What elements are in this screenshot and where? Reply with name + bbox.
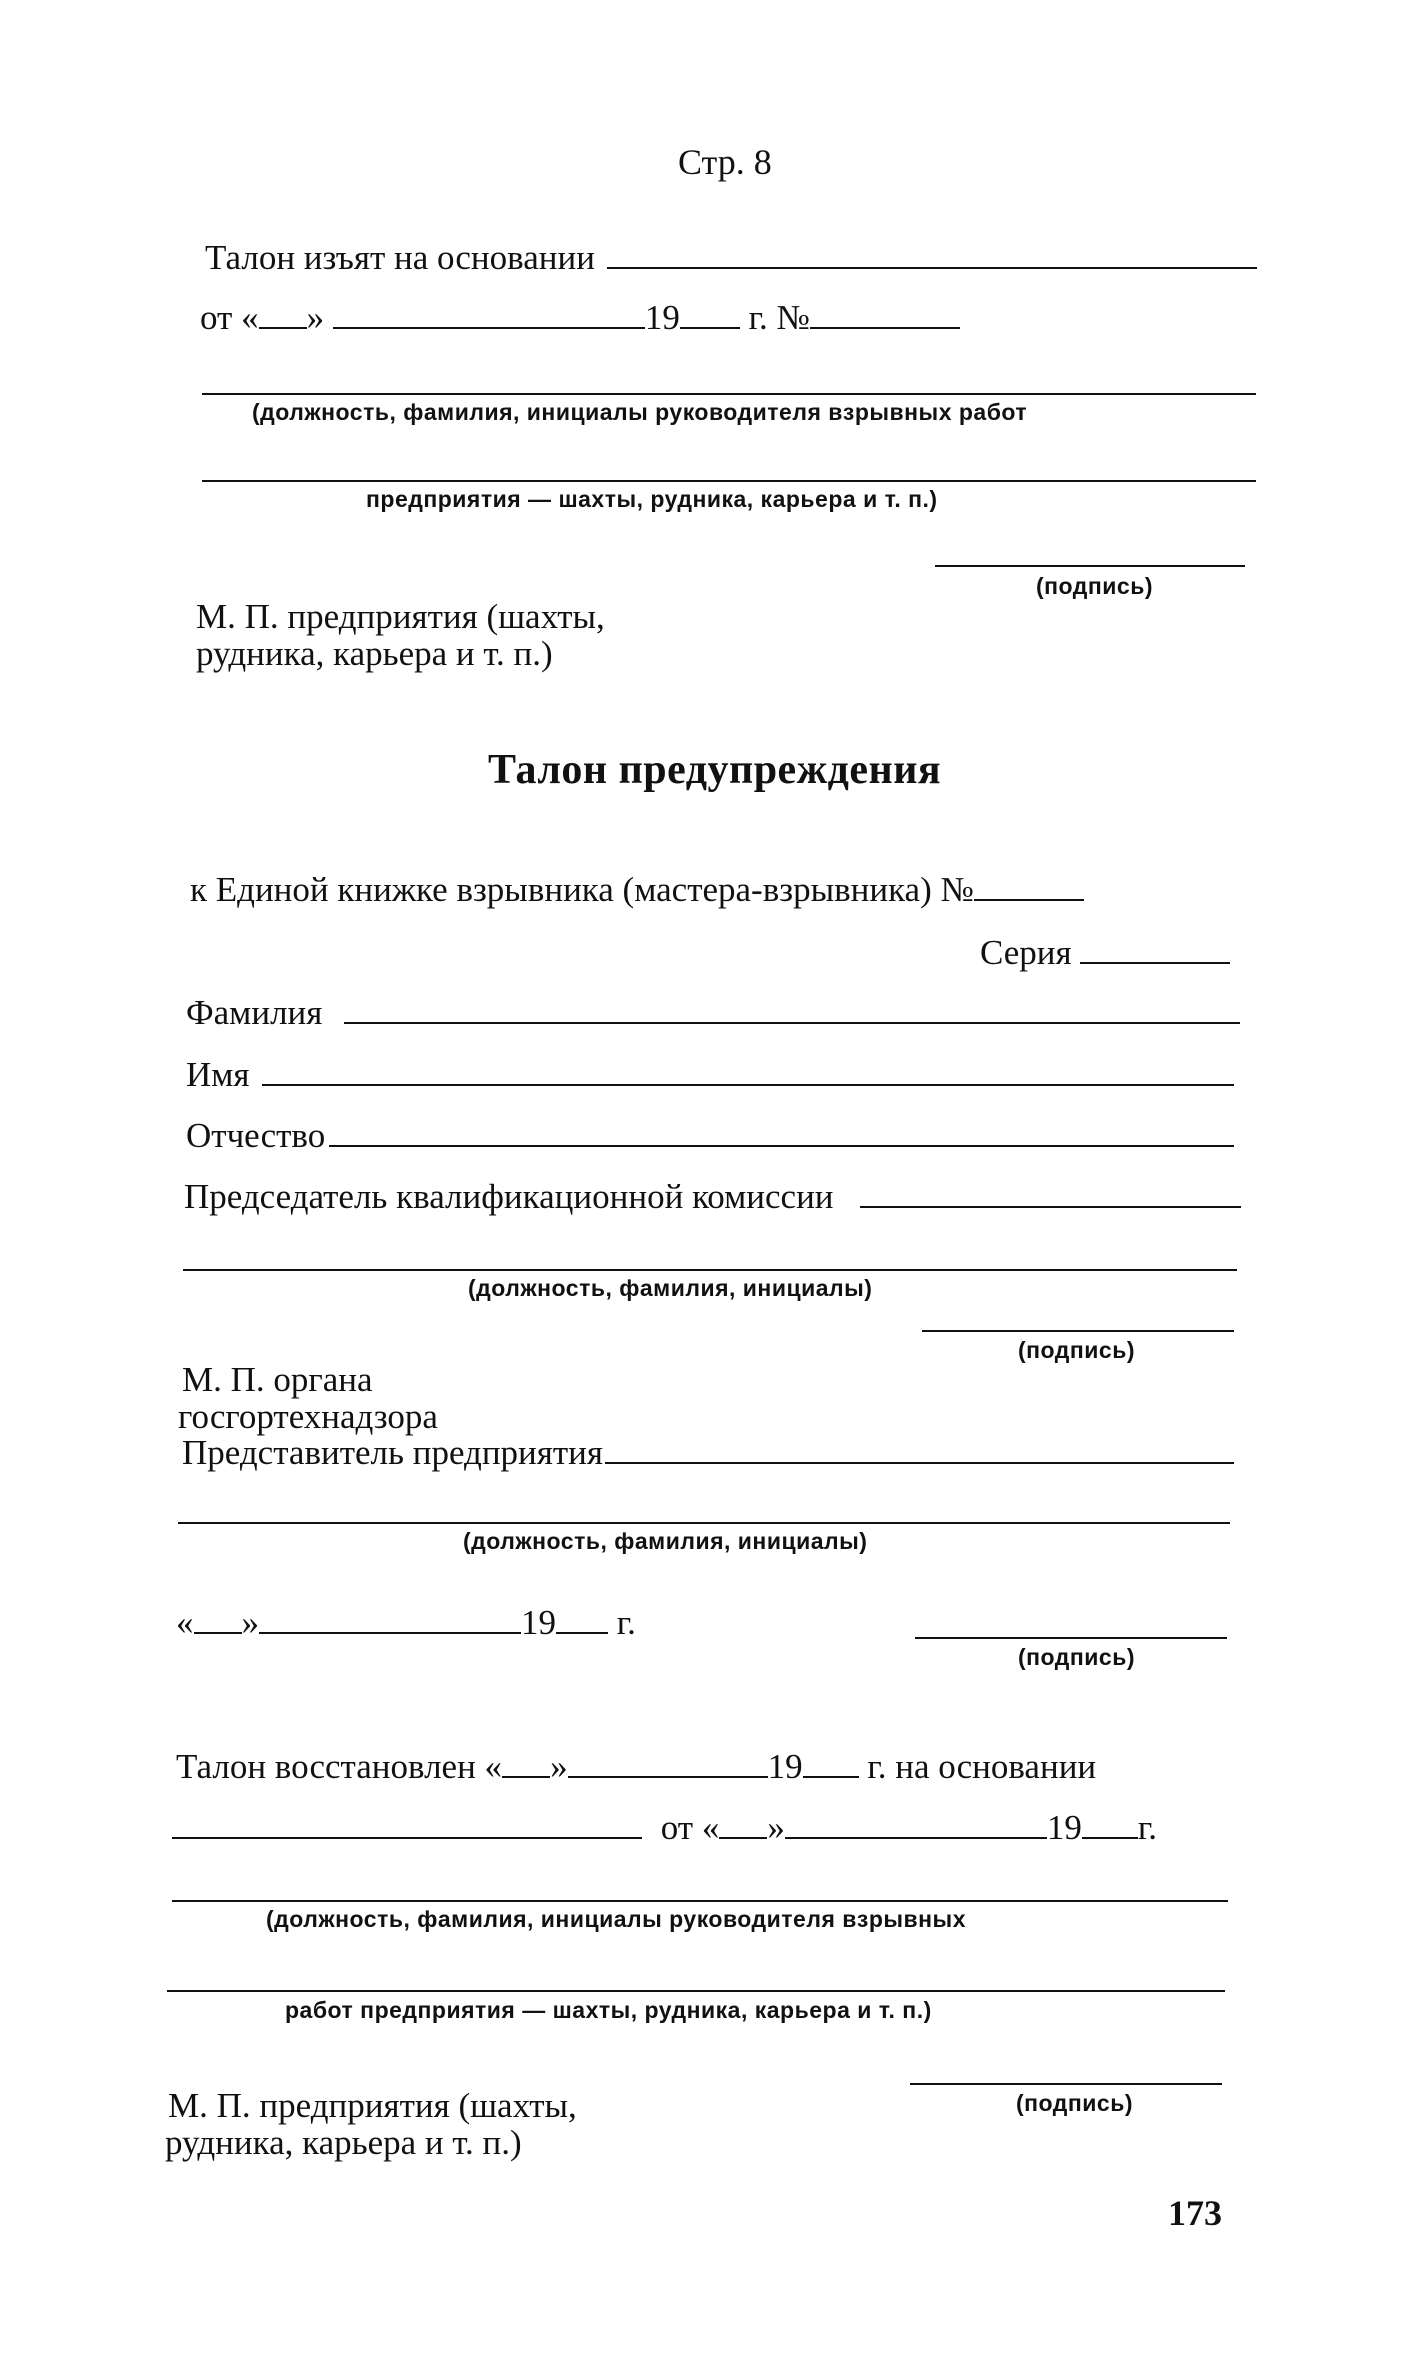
number-field[interactable] xyxy=(810,299,960,329)
patronymic-label: Отчество xyxy=(186,1116,326,1155)
name-label: Имя xyxy=(186,1055,250,1094)
section-title: Талон предупреждения xyxy=(488,747,942,793)
warning-year-suffix: г. xyxy=(616,1603,636,1642)
restoration-month-field-2[interactable] xyxy=(785,1809,1047,1839)
page-header: Стр. 8 xyxy=(678,142,772,182)
restoration-signature-line[interactable] xyxy=(910,2083,1222,2085)
year-number-suffix: г. № xyxy=(748,298,810,337)
restoration-label: Талон восстановлен « xyxy=(176,1747,503,1786)
withdrawal-label: Талон изъят на основании xyxy=(205,238,595,277)
quote-close: » xyxy=(306,298,325,337)
withdrawal-caption-1: (должность, фамилия, инициалы руководителя взрывных работ xyxy=(252,399,1028,425)
withdrawal-basis-field[interactable] xyxy=(607,239,1257,269)
restoration-month-field[interactable] xyxy=(568,1748,768,1778)
patronymic-row xyxy=(186,1116,1234,1156)
patronymic-field[interactable] xyxy=(329,1117,1234,1147)
from-label: от « xyxy=(200,298,259,337)
restoration-caption-2: работ предприятия — шахты, рудника, карьера и т. п.) xyxy=(285,1997,932,2023)
surname-row xyxy=(186,993,1240,1033)
withdrawal-seal-1: М. П. предприятия (шахты, xyxy=(196,597,605,636)
month-field[interactable] xyxy=(333,299,645,329)
restoration-quote-close: » xyxy=(550,1747,568,1786)
restoration-basis-suffix: г. на основании xyxy=(867,1747,1097,1786)
series-field[interactable] xyxy=(1080,934,1230,964)
restoration-basis-row xyxy=(172,1808,1157,1848)
warning-year-prefix: 19 xyxy=(521,1603,556,1642)
restoration-row xyxy=(176,1747,1096,1787)
withdrawal-signature-caption: (подпись) xyxy=(1036,573,1154,599)
withdrawal-signature-line[interactable] xyxy=(935,565,1245,567)
series-row xyxy=(980,933,1230,973)
restoration-day-field-2[interactable] xyxy=(719,1809,767,1839)
withdrawal-row xyxy=(205,238,1257,278)
restoration-seal-2: рудника, карьера и т. п.) xyxy=(165,2123,522,2162)
day-field[interactable] xyxy=(259,299,307,329)
restoration-seal-1: М. П. предприятия (шахты, xyxy=(168,2086,577,2125)
representative-row xyxy=(182,1433,1234,1473)
warning-day-field[interactable] xyxy=(194,1604,242,1634)
restoration-year-field-2[interactable] xyxy=(1082,1809,1138,1839)
restoration-year-prefix-2: 19 xyxy=(1046,1808,1082,1847)
warning-seal-2: госгортехнадзора xyxy=(178,1397,438,1436)
date-open: « xyxy=(176,1603,194,1642)
booklet-row xyxy=(190,870,1084,910)
withdrawal-date-row xyxy=(200,298,960,338)
chairman-signature-caption: (подпись) xyxy=(1018,1337,1136,1363)
chairman-position-rule[interactable] xyxy=(183,1269,1237,1271)
withdrawal-caption-2: предприятия — шахты, рудника, карьера и т. п.) xyxy=(366,486,938,512)
withdrawal-seal-2: рудника, карьера и т. п.) xyxy=(196,634,553,673)
warning-month-field[interactable] xyxy=(259,1604,521,1634)
chairman-position-caption: (должность, фамилия, инициалы) xyxy=(468,1275,873,1301)
year-field[interactable] xyxy=(680,299,740,329)
name-field[interactable] xyxy=(262,1056,1234,1086)
warning-signature-caption: (подпись) xyxy=(1018,1644,1136,1670)
year-prefix: 19 xyxy=(644,298,680,337)
series-label: Серия xyxy=(980,933,1072,972)
restoration-rule-2[interactable] xyxy=(167,1990,1225,1992)
warning-date-row xyxy=(176,1603,636,1643)
restoration-day-field[interactable] xyxy=(502,1748,550,1778)
restoration-year-prefix: 19 xyxy=(767,1747,803,1786)
warning-seal-1: М. П. органа xyxy=(182,1360,373,1399)
restoration-from: от « xyxy=(660,1808,720,1847)
chairman-field[interactable] xyxy=(860,1178,1241,1208)
withdrawal-rule-1[interactable] xyxy=(202,393,1256,395)
restoration-rule-1[interactable] xyxy=(172,1900,1228,1902)
name-row xyxy=(186,1055,1234,1095)
restoration-year-field[interactable] xyxy=(803,1748,859,1778)
booklet-number-field[interactable] xyxy=(974,871,1084,901)
restoration-signature-caption: (подпись) xyxy=(1016,2090,1134,2116)
chairman-row xyxy=(184,1177,1241,1217)
representative-field[interactable] xyxy=(605,1434,1234,1464)
withdrawal-rule-2[interactable] xyxy=(202,480,1256,482)
chairman-label: Председатель квалификационной комиссии xyxy=(184,1177,834,1216)
representative-position-rule[interactable] xyxy=(178,1522,1230,1524)
page-number: 173 xyxy=(1168,2193,1222,2233)
surname-label: Фамилия xyxy=(186,993,323,1032)
restoration-year-suffix-2: г. xyxy=(1137,1808,1158,1847)
representative-label: Представитель предприятия xyxy=(182,1433,604,1472)
restoration-caption-1: (должность, фамилия, инициалы руководителя взрывных xyxy=(266,1906,966,1932)
surname-field[interactable] xyxy=(344,994,1240,1024)
restoration-quote-close-2: » xyxy=(767,1808,785,1847)
chairman-signature-line[interactable] xyxy=(922,1330,1234,1332)
restoration-basis-field[interactable] xyxy=(172,1809,642,1839)
warning-year-field[interactable] xyxy=(556,1604,608,1634)
booklet-label: к Единой книжке взрывника (мастера-взрывника) № xyxy=(190,870,974,909)
warning-signature-line[interactable] xyxy=(915,1637,1227,1639)
date-close: » xyxy=(241,1603,259,1642)
representative-position-caption: (должность, фамилия, инициалы) xyxy=(463,1528,868,1554)
